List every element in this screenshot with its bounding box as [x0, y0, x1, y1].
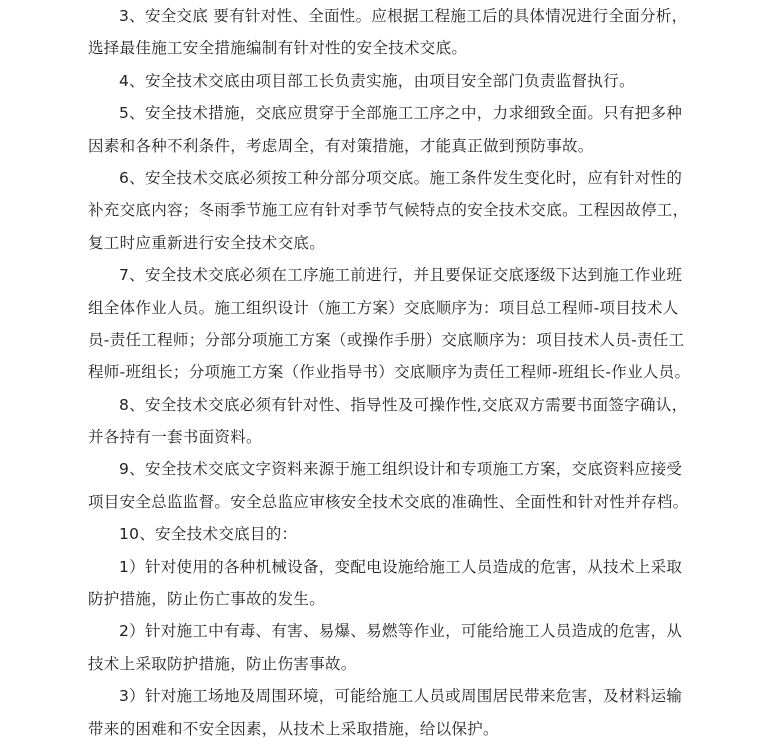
paragraph-line: 防护措施，防止伤亡事故的发生。 [88, 590, 326, 609]
section-heading-10 [88, 518, 688, 550]
sub-item-3 [88, 680, 688, 745]
paragraph-line: 10、安全技术交底目的： [119, 525, 298, 544]
paragraph-line: 2）针对施工中有毒、有害、易爆、易燃等作业，可能给施工人员造成的危害，从 [119, 622, 683, 641]
paragraph-item-5 [88, 97, 688, 162]
paragraph-line: 组全体作业人员。施工组织设计（施工方案）交底顺序为：项目总工程师-项目技术人 [88, 298, 679, 317]
paragraph-line: 3、安全交底 要有针对性、全面性。应根据工程施工后的具体情况进行全面分析， [119, 7, 688, 25]
paragraph-item-8 [88, 389, 688, 454]
paragraph-line: 员-责任工程师；分部分项施工方案（或操作手册）交底顺序为：项目技术人员-责任工 [88, 330, 685, 349]
sub-item-1 [88, 551, 688, 616]
paragraph-item-3 [88, 0, 688, 65]
paragraph-item-9 [88, 453, 688, 518]
paragraph-line: 因素和各种不利条件，考虑周全，有对策措施，才能真正做到预防事故。 [88, 136, 594, 155]
paragraph-line: 3）针对施工场地及周围环境，可能给施工人员或周围居民带来危害，及材料运输 [119, 687, 683, 706]
paragraph-line: 4、安全技术交底由项目部工长负责实施，由项目安全部门负责监督执行。 [119, 71, 635, 90]
paragraph-line: 并各持有一套书面资料。 [88, 428, 262, 447]
document-body [88, 0, 691, 745]
paragraph-line: 8、安全技术交底必须有针对性、指导性及可操作性,交底双方需要书面签字确认， [119, 395, 688, 414]
paragraph-line: 选择最佳施工安全措施编制有针对性的安全技术交底。 [88, 39, 468, 58]
paragraph-line: 补充交底内容；冬雨季节施工应有针对季节气候特点的安全技术交底。工程因故停工， [88, 201, 689, 220]
paragraph-line: 5、安全技术措施，交底应贯穿于全部施工工序之中，力求细致全面。只有把多种 [119, 104, 683, 123]
paragraph-line: 7、安全技术交底必须在工序施工前进行，并且要保证交底逐级下达到施工作业班 [119, 266, 683, 285]
paragraph-line: 6、安全技术交底必须按工种分部分项交底。施工条件发生变化时，应有针对性的 [119, 168, 683, 187]
paragraph-line: 技术上采取防护措施，防止伤害事故。 [88, 654, 357, 673]
paragraph-item-7 [88, 259, 691, 389]
paragraph-item-6 [88, 162, 688, 259]
paragraph-item-4 [88, 65, 688, 97]
paragraph-line: 1）针对使用的各种机械设备，变配电设施给施工人员造成的危害，从技术上采取 [119, 557, 683, 576]
paragraph-line: 带来的困难和不安全因素，从技术上采取措施，给以保护。 [88, 719, 499, 738]
paragraph-line: 项目安全总监监督。安全总监应审核安全技术交底的准确性、全面性和针对性并存档。 [88, 492, 689, 511]
sub-item-2 [88, 615, 688, 680]
paragraph-line: 9、安全技术交底文字资料来源于施工组织设计和专项施工方案，交底资料应接受 [119, 460, 683, 479]
paragraph-line: 程师-班组长；分项施工方案（作业指导书）交底顺序为责任工程师-班组长-作业人员。 [88, 363, 691, 382]
paragraph-line: 复工时应重新进行安全技术交底。 [88, 233, 326, 252]
